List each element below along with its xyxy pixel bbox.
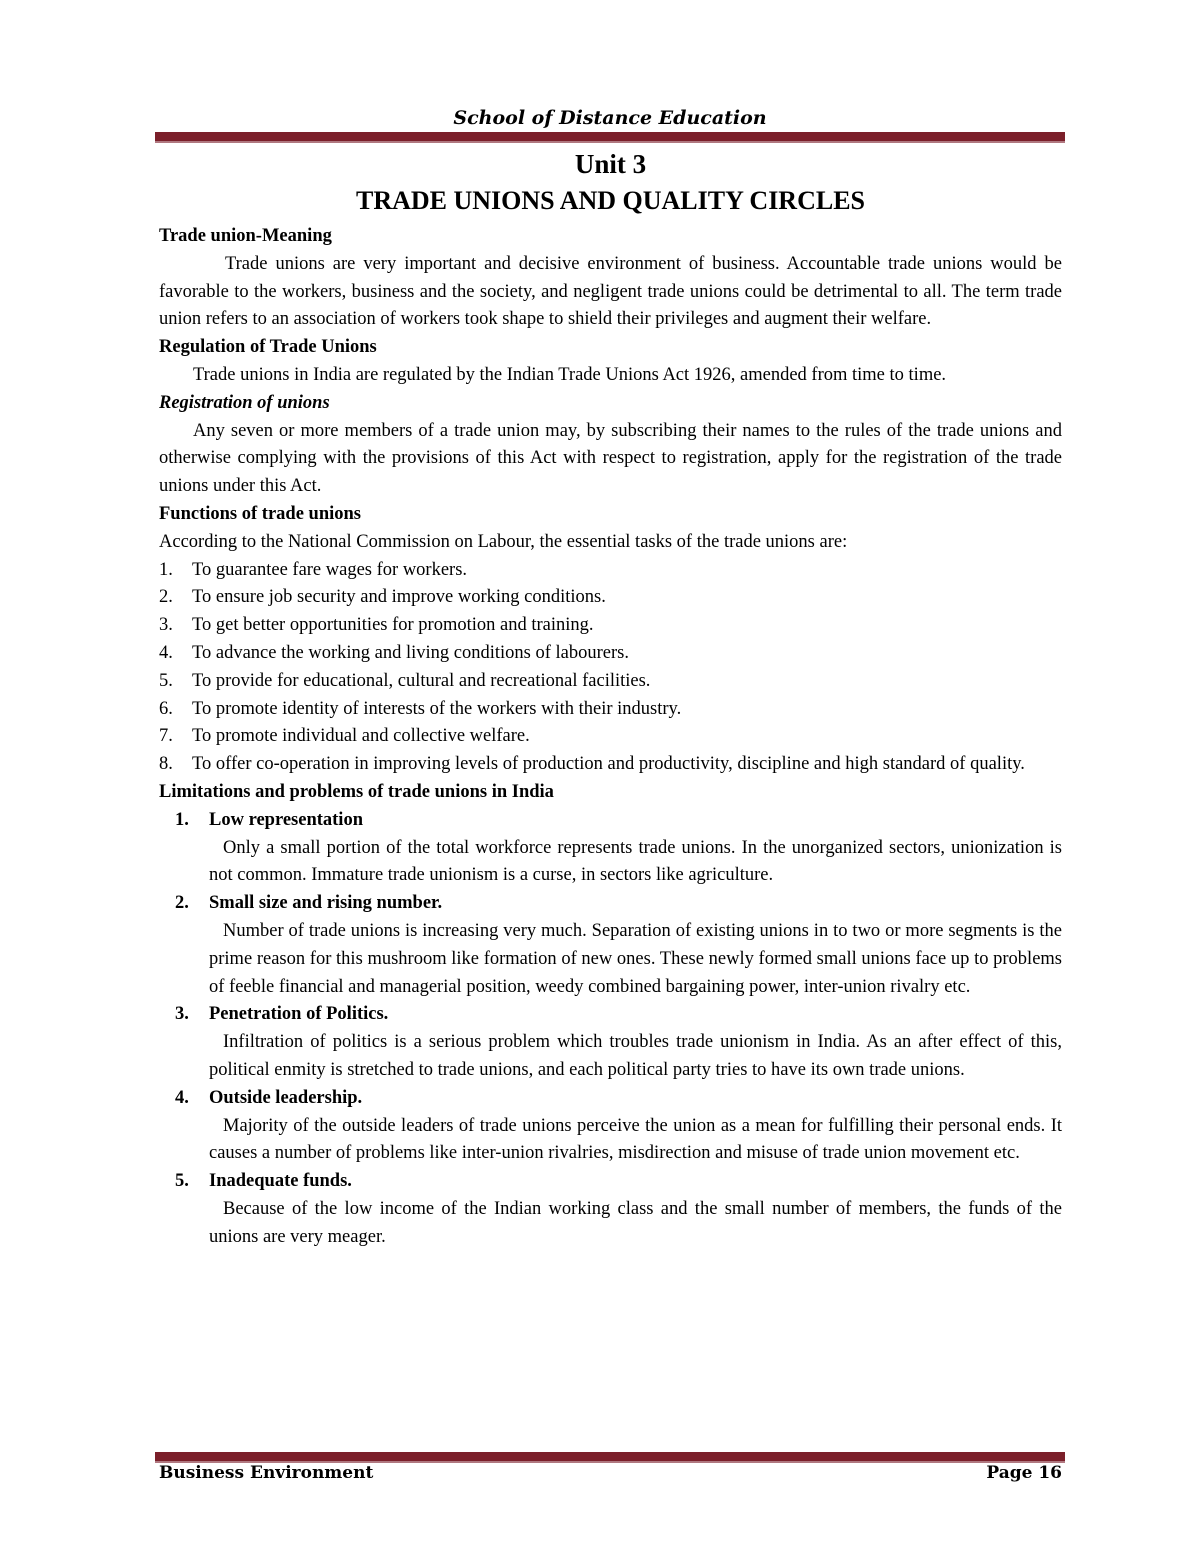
chapter-title: TRADE UNIONS AND QUALITY CIRCLES — [355, 186, 866, 215]
list-item-number: 2. — [159, 587, 173, 608]
limitation-title: Inadequate funds. — [209, 1171, 352, 1192]
heading-functions: Functions of trade unions — [159, 503, 361, 524]
list-item — [159, 668, 1062, 696]
list-item — [159, 640, 1062, 668]
list-item-text: To offer co-operation in improving levels of production and productivity, discipline and high standard of quality. — [192, 754, 1025, 775]
limitation-number: 4. — [175, 1087, 189, 1108]
functions-list — [159, 557, 1062, 779]
header-title: School of Distance Education — [453, 107, 767, 129]
unit-number: Unit 3 — [574, 149, 647, 179]
footer-rule — [155, 1452, 1065, 1463]
paragraph-meaning: Trade unions are very important and decisive environment of business. Accountable trade unions would be favorable to the workers, business and the society, and negligent trade unions could be detrimental to all. The term trade union refers to an association of workers took shape to shield their privileges and augment their welfare. — [159, 253, 1062, 330]
limitation-number: 1. — [175, 809, 189, 830]
list-item-text: To provide for educational, cultural and recreational facilities. — [192, 670, 651, 691]
list-item-number: 3. — [159, 615, 173, 636]
limitation-item — [159, 1168, 1062, 1251]
list-item-text: To get better opportunities for promotion and training. — [192, 615, 594, 636]
heading-registration: Registration of unions — [159, 392, 330, 413]
paragraph-registration: Any seven or more members of a trade union may, by subscribing their names to the rules of the trade unions and otherwise complying with the provisions of this Act with respect to registration, apply for the registration of the trade unions under this Act. — [159, 420, 1062, 497]
limitation-text: Infiltration of politics is a serious problem which troubles trade unionism in India. As an after effect of this, political enmity is stretched to trade unions, and each political party tries to have its own trade unions. — [209, 1032, 1062, 1080]
footer-course-title: Business Environment — [159, 1463, 374, 1483]
limitation-title: Outside leadership. — [209, 1087, 363, 1108]
list-item-text: To advance the working and living conditions of labourers. — [192, 642, 629, 663]
limitation-text: Because of the low income of the Indian working class and the small number of members, the funds of the unions are very meager. — [209, 1198, 1062, 1247]
limitation-number: 3. — [175, 1004, 189, 1025]
list-item — [159, 584, 1062, 612]
limitation-number: 2. — [175, 893, 189, 914]
list-item-text: To guarantee fare wages for workers. — [192, 559, 468, 580]
heading-limitations: Limitations and problems of trade unions in India — [159, 781, 554, 802]
limitation-text: Only a small portion of the total workforce represents trade unions. In the unorganized sectors, unionization is not common. Immature trade unionism is a curse, in sectors like agriculture. — [209, 837, 1062, 886]
limitation-title: Penetration of Politics. — [209, 1004, 389, 1025]
page-content — [159, 145, 1062, 1251]
limitation-title: Low representation — [209, 809, 363, 830]
limitation-item — [159, 890, 1062, 1001]
limitations-list — [159, 807, 1062, 1252]
functions-intro: According to the National Commission on Labour, the essential tasks of the trade unions are: — [159, 531, 848, 552]
limitation-item — [159, 1085, 1062, 1168]
limitation-item — [159, 807, 1062, 890]
limitation-text: Number of trade unions is increasing very much. Separation of existing unions in to two or more segments is the prime reason for this mushroom like formation of new ones. These newly formed small unions face up to problems of feeble financial and managerial position, weedy combined bargaining power, inter-union rivalry etc. — [209, 920, 1062, 997]
list-item-number: 1. — [159, 559, 173, 580]
footer-page-number: Page 16 — [986, 1463, 1062, 1483]
list-item — [159, 723, 1062, 751]
heading-regulation: Regulation of Trade Unions — [159, 337, 377, 358]
list-item — [159, 557, 1062, 585]
list-item-number: 7. — [159, 726, 173, 747]
limitation-item — [159, 1001, 1062, 1084]
limitation-number: 5. — [175, 1171, 189, 1192]
list-item — [159, 751, 1062, 779]
heading-meaning: Trade union-Meaning — [159, 226, 332, 246]
list-item — [159, 696, 1062, 724]
list-item-number: 5. — [159, 670, 173, 691]
list-item-number: 4. — [159, 642, 173, 663]
limitation-title: Small size and rising number. — [209, 893, 443, 914]
limitation-text: Majority of the outside leaders of trade unions perceive the union as a mean for fulfilling their personal ends. It causes a number of problems like inter-union rivalries, misdirection and misuse of trade union movement etc. — [209, 1115, 1062, 1164]
list-item-text: To ensure job security and improve working conditions. — [192, 587, 606, 608]
paragraph-regulation: Trade unions in India are regulated by the Indian Trade Unions Act 1926, amended from time to time. — [193, 364, 947, 385]
list-item-number: 6. — [159, 698, 173, 719]
list-item — [159, 612, 1062, 640]
list-item-text: To promote identity of interests of the workers with their industry. — [192, 698, 682, 719]
list-item-number: 8. — [159, 754, 173, 775]
header-rule — [155, 132, 1065, 143]
list-item-text: To promote individual and collective welfare. — [192, 726, 530, 747]
